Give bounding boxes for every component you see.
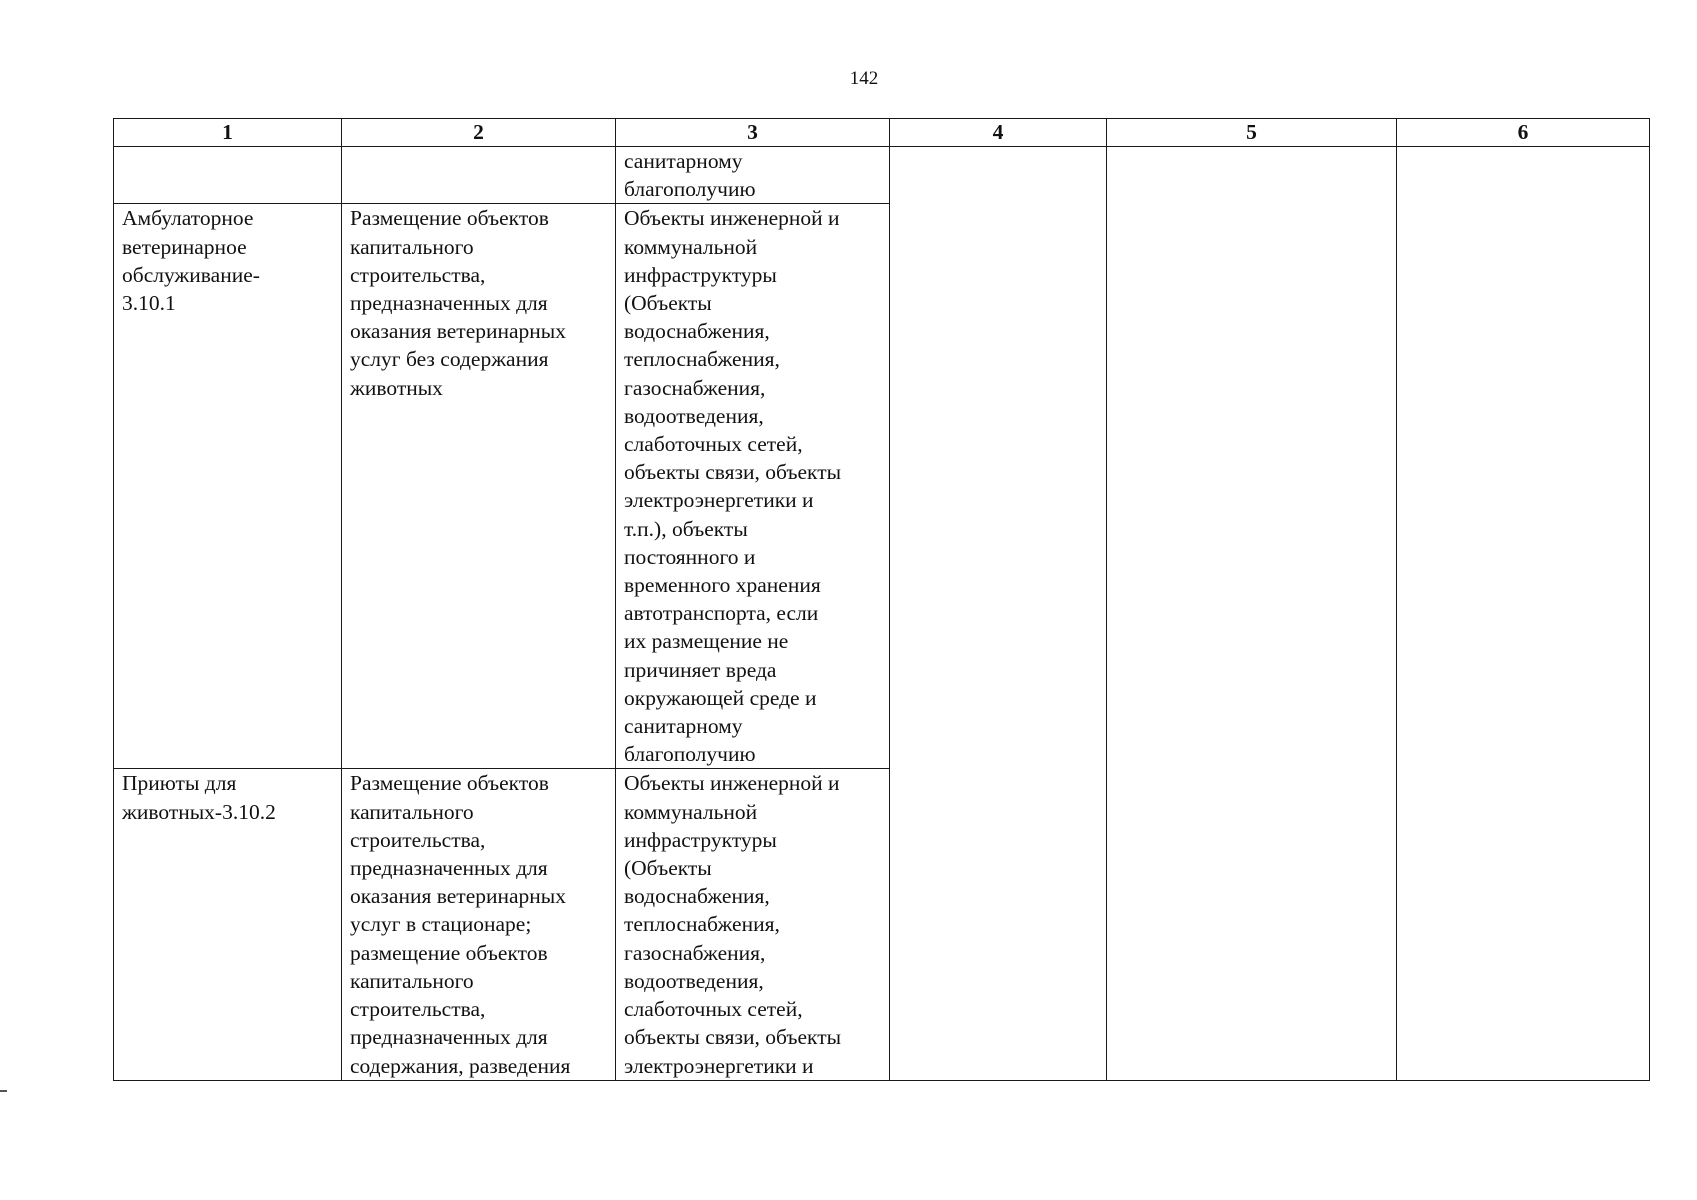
cell-land-use-type: [114, 147, 342, 204]
cell-description: Размещение объектов капитального строительства, предназначенных для оказания ветеринарных услуг в стационаре; размещение объектов капитального строительства, предназначенных для содержания, разведения: [342, 769, 616, 1080]
cell-description: Размещение объектов капитального строительства, предназначенных для оказания ветеринарных услуг без содержания животных: [342, 204, 616, 769]
cell-auxiliary-uses: Объекты инженерной и коммунальной инфраструктуры (Объекты водоснабжения, теплоснабжения, газоснабжения, водоотведения, слаботочных сетей, объекты связи, объекты электроэнергетики и т.п.), объекты постоянного и временного хранения автотранспорта, если их размещение не причиняет вреда окружающей среде и санитарному благополучию: [616, 204, 890, 769]
cell-column-5: [1107, 147, 1397, 1081]
column-header-5: 5: [1107, 119, 1397, 147]
column-header-2: 2: [342, 119, 616, 147]
column-header-6: 6: [1397, 119, 1650, 147]
cell-description: [342, 147, 616, 204]
column-header-3: 3: [616, 119, 890, 147]
margin-mark: [0, 1090, 7, 1092]
cell-auxiliary-uses: санитарному благополучию: [616, 147, 890, 204]
column-header-1: 1: [114, 119, 342, 147]
table-header-row: [114, 119, 1650, 147]
page-number: 142: [849, 68, 879, 89]
cell-auxiliary-uses: Объекты инженерной и коммунальной инфраструктуры (Объекты водоснабжения, теплоснабжения, газоснабжения, водоотведения, слаботочных сетей, объекты связи, объекты электроэнергетики и: [616, 769, 890, 1080]
cell-column-4: [890, 147, 1107, 1081]
table-row: [114, 147, 1650, 204]
cell-column-6: [1397, 147, 1650, 1081]
cell-land-use-type: Приюты для животных-3.10.2: [114, 769, 342, 1080]
cell-land-use-type: Амбулаторное ветеринарное обслуживание- 3.10.1: [114, 204, 342, 769]
column-header-4: 4: [890, 119, 1107, 147]
zoning-table: [113, 118, 1650, 1081]
